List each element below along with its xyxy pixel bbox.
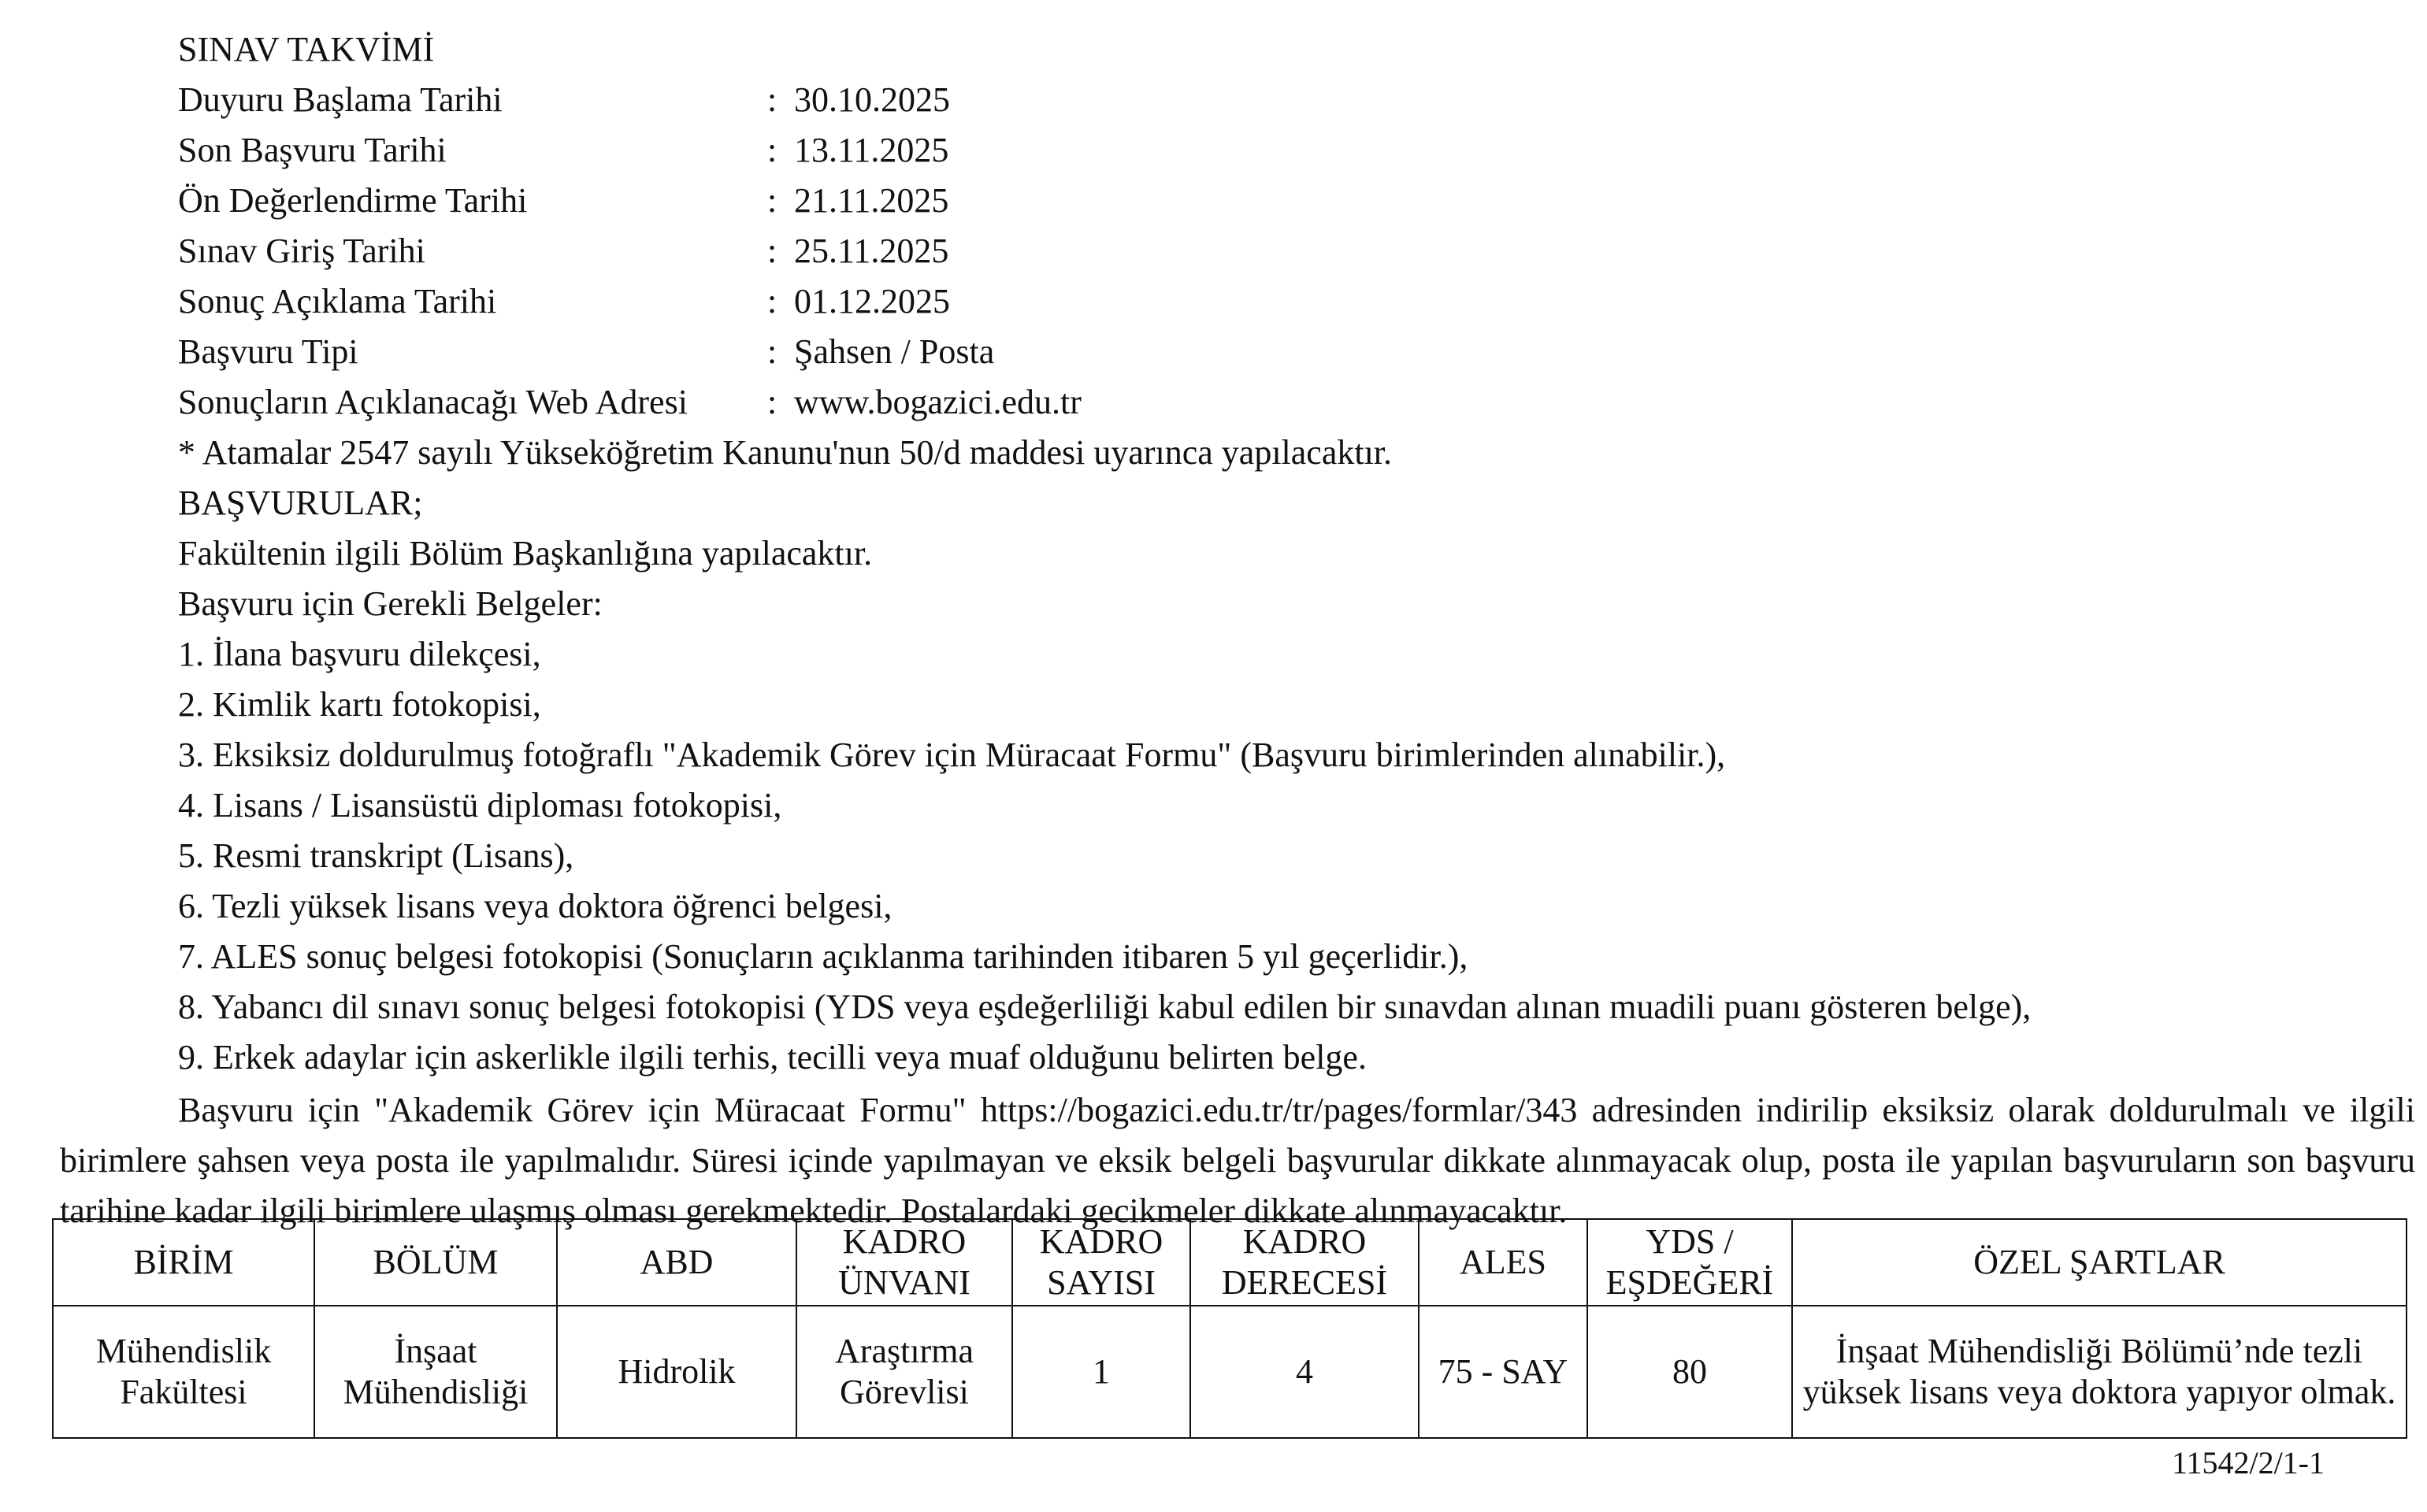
- schedule-label: Duyuru Başlama Tarihi: [178, 80, 503, 119]
- document-item: 6. Tezli yüksek lisans veya doktora öğrenci belgesi,: [178, 887, 892, 925]
- document-item: 1. İlana başvuru dilekçesi,: [178, 635, 541, 673]
- schedule-label: Sonuç Açıklama Tarihi: [178, 282, 497, 321]
- schedule-colon: :: [767, 383, 777, 421]
- document-item: 9. Erkek adaylar için askerlikle ilgili terhis, tecilli veya muaf olduğunu belirten belge.: [178, 1038, 1367, 1077]
- document-item: 3. Eksiksiz doldurulmuş fotoğraflı "Akademik Görev için Müracaat Formu" (Başvuru birimlerinden alınabilir.),: [178, 736, 1726, 774]
- table-row: [53, 1306, 2407, 1438]
- position-table: [52, 1218, 2407, 1439]
- header-text: ÜNVANI: [838, 1263, 970, 1302]
- announcement-code: 11542/2/1-1: [2171, 1445, 2325, 1480]
- header-kadro-sayisi: [1012, 1219, 1190, 1306]
- header-abd: ABD: [557, 1219, 796, 1306]
- header-text: KADRO: [1242, 1222, 1367, 1261]
- header-ales: ALES: [1419, 1219, 1587, 1306]
- schedule-label: Ön Değerlendirme Tarihi: [178, 181, 528, 220]
- header-bolum: BÖLÜM: [314, 1219, 557, 1306]
- document-item: 7. ALES sonuç belgesi fotokopisi (Sonuçların açıklanma tarihinden itibaren 5 yıl geçerlidir.),: [178, 937, 1468, 976]
- document-item: 8. Yabancı dil sınavı sonuç belgesi fotokopisi (YDS veya eşdeğerliliği kabul edilen bir sınavdan alınan muadili puanı gösteren belge),: [178, 988, 2032, 1026]
- document-item: 2. Kimlik kartı fotokopisi,: [178, 685, 541, 724]
- schedule-colon: :: [767, 232, 777, 270]
- cell-text: Fakültesi: [120, 1373, 247, 1411]
- header-text: KADRO: [1039, 1222, 1163, 1261]
- document-item: 4. Lisans / Lisansüstü diploması fotokopisi,: [178, 786, 782, 825]
- cell-bolum: [314, 1306, 557, 1438]
- cell-kadro-sayisi: 1: [1012, 1306, 1190, 1438]
- header-text: KADRO: [842, 1222, 967, 1261]
- cell-text: Mühendislik: [95, 1332, 272, 1370]
- schedule-label: Sonuçların Açıklanacağı Web Adresi: [178, 383, 688, 421]
- cell-text: Görevlisi: [840, 1373, 969, 1411]
- schedule-colon: :: [767, 80, 777, 119]
- schedule-title: SINAV TAKVİMİ: [178, 30, 435, 69]
- table-header-row: [53, 1219, 2407, 1306]
- header-birim: BİRİM: [53, 1219, 314, 1306]
- schedule-value: 01.12.2025: [794, 282, 950, 321]
- header-ozel-sartlar: ÖZEL ŞARTLAR: [1792, 1219, 2407, 1306]
- schedule-value: 30.10.2025: [794, 80, 950, 119]
- applications-heading: BAŞVURULAR;: [178, 484, 423, 522]
- cell-yds: 80: [1587, 1306, 1792, 1438]
- header-text: DERECESİ: [1221, 1263, 1388, 1302]
- header-text: YDS /: [1646, 1222, 1734, 1261]
- schedule-value: Şahsen / Posta: [794, 332, 995, 371]
- schedule-value: 13.11.2025: [794, 131, 949, 169]
- header-text: EŞDEĞERİ: [1605, 1263, 1774, 1302]
- schedule-value: 21.11.2025: [794, 181, 949, 220]
- header-kadro-derecesi: [1190, 1219, 1419, 1306]
- document-item: 5. Resmi transkript (Lisans),: [178, 836, 574, 875]
- cell-ales: 75 - SAY: [1419, 1306, 1587, 1438]
- applications-where: Fakültenin ilgili Bölüm Başkanlığına yapılacaktır.: [178, 534, 873, 573]
- cell-kadro-unvani: [796, 1306, 1012, 1438]
- header-kadro-unvani: [796, 1219, 1012, 1306]
- schedule-label: Başvuru Tipi: [178, 332, 358, 371]
- cell-abd: Hidrolik: [557, 1306, 796, 1438]
- schedule-colon: :: [767, 282, 777, 321]
- schedule-colon: :: [767, 332, 777, 371]
- cell-text: İnşaat: [394, 1332, 477, 1370]
- cell-birim: [53, 1306, 314, 1438]
- cell-text: Araştırma: [835, 1332, 974, 1370]
- cell-text: Mühendisliği: [343, 1373, 529, 1411]
- cell-ozel-sartlar: İnşaat Mühendisliği Bölümü’nde tezli yüksek lisans veya doktora yapıyor olmak.: [1792, 1306, 2407, 1438]
- cell-kadro-derecesi: 4: [1190, 1306, 1419, 1438]
- header-text: SAYISI: [1047, 1263, 1156, 1302]
- schedule-colon: :: [767, 181, 777, 220]
- schedule-colon: :: [767, 131, 777, 169]
- application-paragraph: Başvuru için "Akademik Görev için Müracaat Formu" https://bogazici.edu.tr/tr/pages/formlar/343 adresinden indirilip eksiksiz olarak doldurulmalı ve ilgili birimlere şahsen veya posta ile yapılmalıdır. Süresi içinde yapılmayan ve eksik belgeli başvurular dikkate alınmayacak olup, posta ile yapılan başvuruların son başvuru tarihine kadar ilgili birimlere ulaşmış olması gerekmektedir. Postalardaki gecikmeler dikkate alınmayacaktır.: [60, 1091, 2415, 1230]
- header-yds: [1587, 1219, 1792, 1306]
- schedule-label: Sınav Giriş Tarihi: [178, 232, 425, 270]
- schedule-value: 25.11.2025: [794, 232, 949, 270]
- schedule-value: www.bogazici.edu.tr: [794, 383, 1082, 421]
- schedule-label: Son Başvuru Tarihi: [178, 131, 447, 169]
- appointment-note: * Atamalar 2547 sayılı Yükseköğretim Kanunu'nun 50/d maddesi uyarınca yapılacaktır.: [178, 433, 1393, 472]
- documents-heading: Başvuru için Gerekli Belgeler:: [178, 584, 603, 623]
